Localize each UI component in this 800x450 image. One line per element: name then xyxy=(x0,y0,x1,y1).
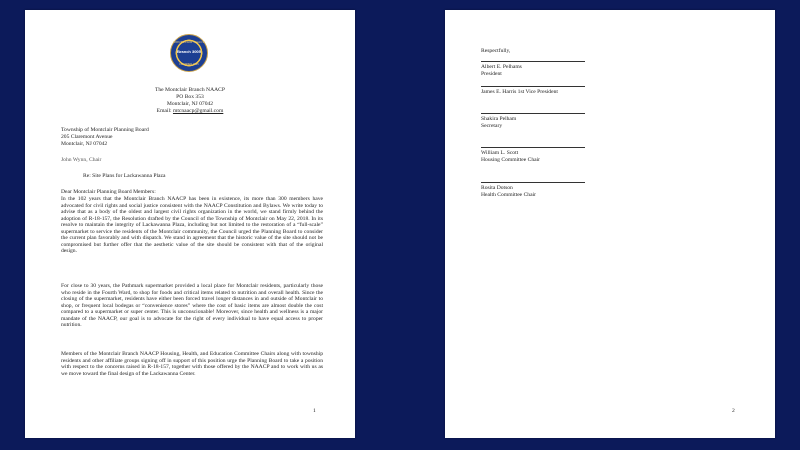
letterhead-pobox: PO Box 353 xyxy=(176,94,204,100)
salutation: Dear Montclair Planning Board Members: xyxy=(61,189,156,195)
letterhead-email-line xyxy=(25,108,355,114)
signatory-name: James E. Harris 1st Vice President xyxy=(481,89,558,95)
signature-line xyxy=(481,61,585,62)
signature-line xyxy=(481,113,585,114)
recipient-attn: John Wynn, Chair xyxy=(61,157,102,163)
letterhead-city: Montclair, NJ 07042 xyxy=(166,101,214,107)
recipient-line-3: Montclair, NJ 07042 xyxy=(61,141,108,147)
email-label: Email: xyxy=(156,108,173,114)
recipient-line-1: Township of Montclair Planning Board xyxy=(61,127,149,133)
body-paragraph-3: Members of the Montclair Branch NAACP Housing, Health, and Education Committee Chairs along with township residents and other affiliate groups signing off in support of this position urge the Planning Board to take a position with respect to the concerns raised in R-18-157, together with those offered by the NAACP and to work with us as we move toward the final design of the Lackawanna Center. xyxy=(61,351,323,377)
recipient-line-2: 205 Claremont Avenue xyxy=(61,134,113,140)
signatory-title: Housing Committee Chair xyxy=(481,157,541,163)
naacp-branch-seal-logo xyxy=(170,34,208,72)
seal-bottom-text: FOUNDED 1915 xyxy=(179,63,199,66)
letter-page-1 xyxy=(25,10,355,438)
signatory-name: Albert E. Pelhams xyxy=(481,64,522,70)
body-paragraph-2: For close to 30 years, the Pathmark supermarket provided a local place for Montclair residents, particularly those who reside in the Fourth Ward, to shop for foods and critical items related to nutrition and overall health. Since the closing of the supermarket, residents have either been forced travel longer distances in and outside of Montclair to shop, or frequent local bodegas or “convenience stores” where the cost of basic items are almost double the cost compared to a supermarket or super center. This is unconscionable! Moreover, since health and wellness is a major mandate of the NAACP, our goal is to advocate for the right of every individual to have equal access to proper nutrition. xyxy=(61,283,323,329)
signatory-name: William L. Scott xyxy=(481,150,519,156)
signatory-name: Rosita Dotson xyxy=(481,185,513,191)
page-number: 1 xyxy=(313,408,316,414)
signature-line xyxy=(481,147,585,148)
signature-line xyxy=(481,182,585,183)
letterhead-org: The Montclair Branch NAACP xyxy=(154,87,226,93)
page-number: 2 xyxy=(732,408,735,414)
signature-line xyxy=(481,86,585,87)
body-paragraph-1: In the 102 years that the Montclair Branch NAACP has been in existence, its more than 300 members have advocated for civil rights and social justice consistent with the NAACP Constitution and Bylaws. We write today to advise that as a body of the oldest and largest civil rights organization in the world, we stand firmly behind the adoption of R-18-157, the Resolution drafted by the Council of the Township of Montclair on May 22, 2018. In its resolve to maintain the integrity of Lackawanna Plaza, including but not limited to the restoration of a “full-scale” supermarket to service the residents of the Montclair community, the Council urged the Planning Board to consider the current plan favorably and with dispatch. We stand in agreement that the historic value of the site should not be compromised but further offer that the aesthetic value of the site should be consistent with that of the original design. xyxy=(61,196,323,255)
signatory-title: Health Committee Chair xyxy=(481,192,536,198)
letter-page-2 xyxy=(445,10,775,438)
closing: Respectfully, xyxy=(481,48,511,54)
re-line: Re: Site Plans for Lackawanna Plaza xyxy=(83,173,166,179)
signatory-title: Secretary xyxy=(481,123,503,129)
email-link[interactable]: mtcnaacp@gmail.com xyxy=(172,108,224,114)
seal-center-text: Branch 3005 xyxy=(177,49,201,54)
signatory-title: President xyxy=(481,71,502,77)
seal-ring-text: MONTCLAIR NAACP xyxy=(173,40,205,44)
signatory-name: Shakira Pelham xyxy=(481,116,517,122)
